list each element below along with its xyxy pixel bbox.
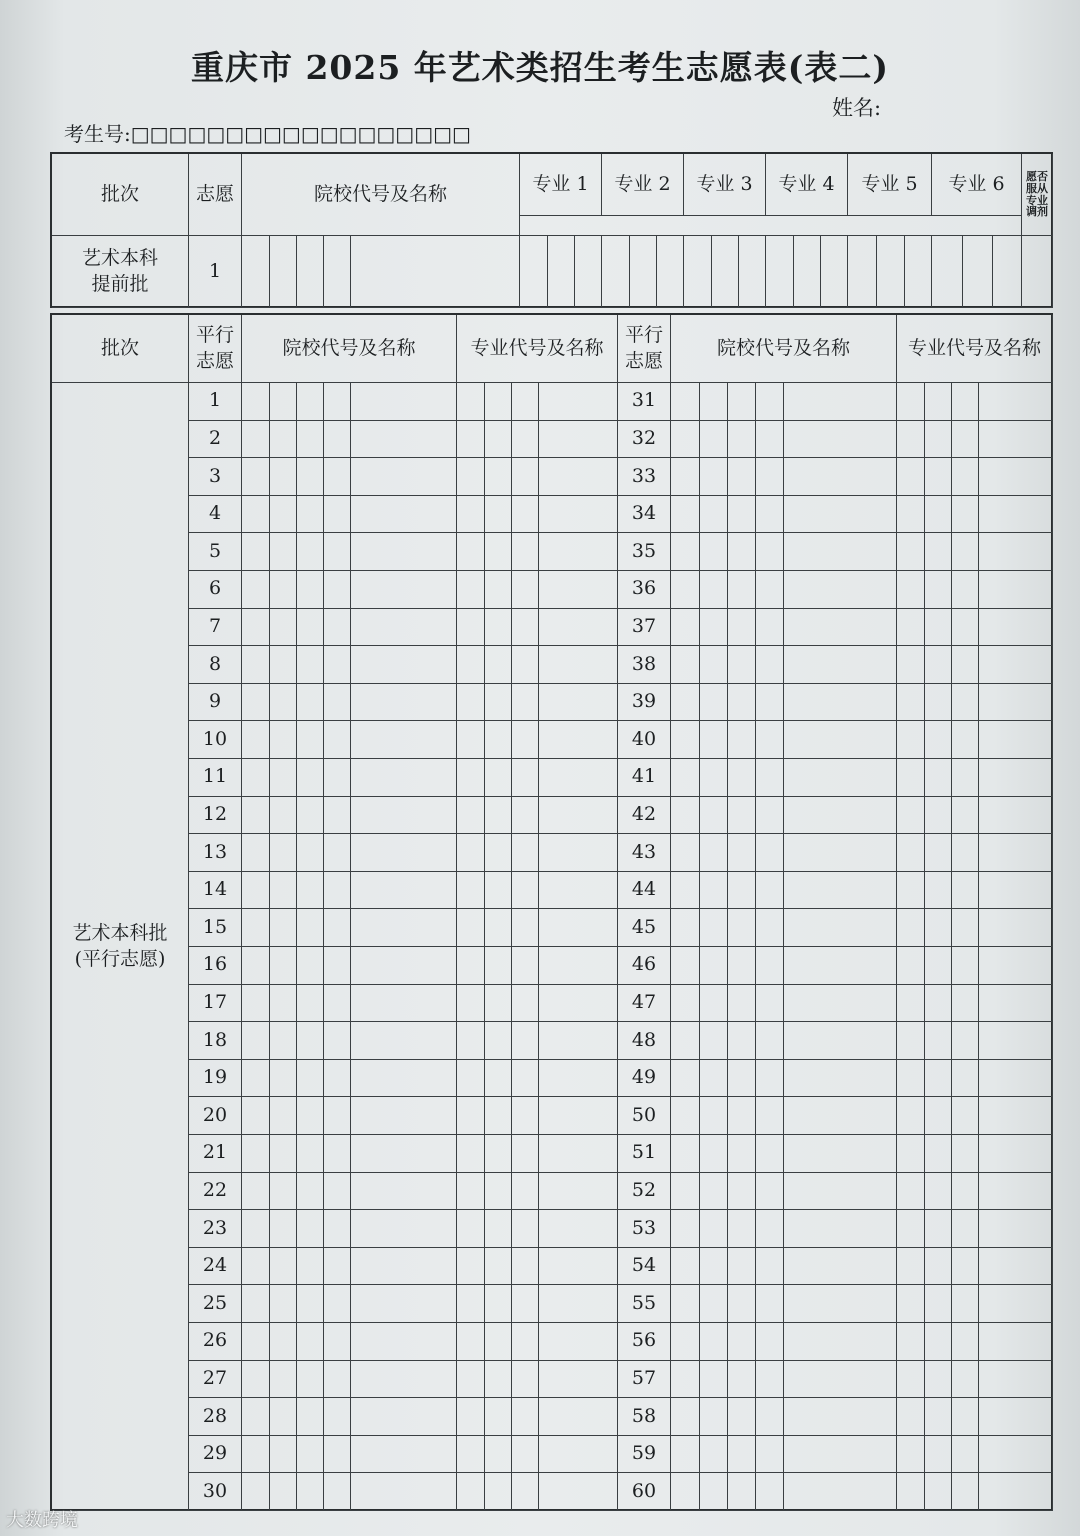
form-title: 重庆市 2025 年艺术类招生考生志愿表(表二) (190, 48, 890, 87)
examinee-number-boxes: □□□□□□□□□□□□□□□□□□ (130, 122, 471, 146)
major-input-right[interactable] (897, 684, 1053, 722)
school-input-left[interactable] (242, 571, 457, 609)
header-major-2: 专业 2 (602, 154, 684, 216)
school-input-left[interactable] (242, 421, 457, 459)
school-input-left[interactable] (242, 947, 457, 985)
school-input-right[interactable] (671, 1097, 897, 1135)
major-input-left[interactable] (457, 1323, 618, 1361)
top-batch-table (50, 152, 1053, 308)
school-input-right[interactable] (671, 909, 897, 947)
parallel-choice-number: 56 (618, 1323, 671, 1361)
early-batch-adjust-input[interactable] (1022, 236, 1053, 308)
parallel-choice-number: 32 (618, 421, 671, 459)
major-input-right[interactable] (897, 1097, 1053, 1135)
parallel-choice-number: 17 (189, 985, 242, 1023)
major-input-right[interactable] (897, 947, 1053, 985)
major-input-right[interactable] (897, 496, 1053, 534)
major-input-right[interactable] (897, 985, 1053, 1023)
parallel-choice-number: 38 (618, 646, 671, 684)
major-input-right[interactable] (897, 646, 1053, 684)
parallel-choice-number: 57 (618, 1361, 671, 1399)
parallel-choice-number: 14 (189, 872, 242, 910)
major-input-right[interactable] (897, 1361, 1053, 1399)
school-input-left[interactable] (242, 1436, 457, 1474)
school-input-left[interactable] (242, 1361, 457, 1399)
parallel-choice-number: 29 (189, 1436, 242, 1474)
school-input-left[interactable] (242, 1210, 457, 1248)
parallel-choice-number: 2 (189, 421, 242, 459)
major-input-left[interactable] (457, 646, 618, 684)
parallel-choice-number: 49 (618, 1060, 671, 1098)
school-input-left[interactable] (242, 834, 457, 872)
major-input-left[interactable] (457, 834, 618, 872)
early-batch-major-1-input[interactable] (520, 236, 602, 308)
school-input-right[interactable] (671, 1436, 897, 1474)
header-parallel-right: 平行志愿 (618, 315, 671, 383)
major-input-left[interactable] (457, 571, 618, 609)
parallel-choice-number: 53 (618, 1210, 671, 1248)
major-input-right[interactable] (897, 1173, 1053, 1211)
parallel-choice-number: 8 (189, 646, 242, 684)
school-input-right[interactable] (671, 1135, 897, 1173)
parallel-choice-number: 12 (189, 797, 242, 835)
major-input-right[interactable] (897, 759, 1053, 797)
school-input-right[interactable] (671, 684, 897, 722)
school-input-left[interactable] (242, 1285, 457, 1323)
school-input-left[interactable] (242, 533, 457, 571)
school-input-left[interactable] (242, 1323, 457, 1361)
parallel-choice-number: 39 (618, 684, 671, 722)
parallel-choice-number: 52 (618, 1173, 671, 1211)
major-input-left[interactable] (457, 1361, 618, 1399)
school-input-left[interactable] (242, 721, 457, 759)
school-input-right[interactable] (671, 496, 897, 534)
school-input-left[interactable] (242, 1473, 457, 1511)
parallel-choice-number: 30 (189, 1473, 242, 1511)
major-input-left[interactable] (457, 1022, 618, 1060)
parallel-choice-number: 27 (189, 1361, 242, 1399)
school-input-right[interactable] (671, 721, 897, 759)
school-input-right[interactable] (671, 1173, 897, 1211)
parallel-choice-number: 24 (189, 1248, 242, 1286)
header-school-right: 院校代号及名称 (671, 315, 897, 383)
parallel-choice-number: 60 (618, 1473, 671, 1511)
major-input-left[interactable] (457, 1398, 618, 1436)
school-input-left[interactable] (242, 646, 457, 684)
parallel-choice-number: 19 (189, 1060, 242, 1098)
school-input-right[interactable] (671, 1060, 897, 1098)
parallel-choice-number: 18 (189, 1022, 242, 1060)
parallel-choice-number: 11 (189, 759, 242, 797)
header-major-5: 专业 5 (848, 154, 932, 216)
school-input-right[interactable] (671, 646, 897, 684)
parallel-choice-number: 48 (618, 1022, 671, 1060)
major-input-right[interactable] (897, 533, 1053, 571)
parallel-choice-number: 50 (618, 1097, 671, 1135)
header-adjust: 愿否服从专业调剂 (1022, 154, 1053, 236)
watermark-logo: 大数跨境 (6, 1510, 78, 1531)
parallel-choice-number: 3 (189, 458, 242, 496)
parallel-choice-number: 26 (189, 1323, 242, 1361)
school-input-right[interactable] (671, 421, 897, 459)
school-input-right[interactable] (671, 458, 897, 496)
parallel-choice-number: 42 (618, 797, 671, 835)
school-input-right[interactable] (671, 533, 897, 571)
major-input-right[interactable] (897, 1248, 1053, 1286)
early-batch-major-2-input[interactable] (602, 236, 684, 308)
parallel-choice-number: 20 (189, 1097, 242, 1135)
parallel-choice-number: 6 (189, 571, 242, 609)
school-input-right[interactable] (671, 1473, 897, 1511)
major-input-left[interactable] (457, 1135, 618, 1173)
major-input-left[interactable] (457, 1097, 618, 1135)
school-input-left[interactable] (242, 909, 457, 947)
parallel-choice-number: 22 (189, 1173, 242, 1211)
parallel-choice-number: 15 (189, 909, 242, 947)
school-input-right[interactable] (671, 383, 897, 421)
parallel-batch-table (50, 313, 1053, 1511)
parallel-choice-number: 58 (618, 1398, 671, 1436)
major-input-right[interactable] (897, 872, 1053, 910)
major-input-left[interactable] (457, 759, 618, 797)
major-input-left[interactable] (457, 684, 618, 722)
parallel-choice-number: 37 (618, 609, 671, 647)
school-input-right[interactable] (671, 609, 897, 647)
school-input-left[interactable] (242, 1135, 457, 1173)
name-label: 姓名: (832, 96, 882, 120)
parallel-choice-number: 41 (618, 759, 671, 797)
major-input-right[interactable] (897, 383, 1053, 421)
parallel-choice-number: 4 (189, 496, 242, 534)
school-input-right[interactable] (671, 1361, 897, 1399)
school-input-left[interactable] (242, 1022, 457, 1060)
early-batch-school-input[interactable] (242, 236, 520, 308)
major-input-right[interactable] (897, 1210, 1053, 1248)
parallel-choice-number: 1 (189, 383, 242, 421)
school-input-left[interactable] (242, 985, 457, 1023)
parallel-choice-number: 54 (618, 1248, 671, 1286)
major-input-left[interactable] (457, 533, 618, 571)
header-major-6: 专业 6 (932, 154, 1022, 216)
parallel-choice-number: 28 (189, 1398, 242, 1436)
major-input-left[interactable] (457, 947, 618, 985)
school-input-left[interactable] (242, 872, 457, 910)
major-input-right[interactable] (897, 1285, 1053, 1323)
parallel-choice-number: 13 (189, 834, 242, 872)
parallel-choice-number: 5 (189, 533, 242, 571)
major-input-left[interactable] (457, 797, 618, 835)
school-input-left[interactable] (242, 1097, 457, 1135)
major-input-left[interactable] (457, 1060, 618, 1098)
major-input-right[interactable] (897, 1135, 1053, 1173)
parallel-choice-number: 45 (618, 909, 671, 947)
major-input-left[interactable] (457, 721, 618, 759)
parallel-choice-number: 9 (189, 684, 242, 722)
school-input-left[interactable] (242, 496, 457, 534)
major-input-right[interactable] (897, 721, 1053, 759)
school-input-right[interactable] (671, 1323, 897, 1361)
parallel-choice-number: 47 (618, 985, 671, 1023)
examinee-number (64, 118, 471, 147)
header-parallel-left: 平行志愿 (189, 315, 242, 383)
school-input-left[interactable] (242, 759, 457, 797)
parallel-choice-number: 23 (189, 1210, 242, 1248)
school-input-left[interactable] (242, 1248, 457, 1286)
school-input-right[interactable] (671, 1022, 897, 1060)
school-input-left[interactable] (242, 1398, 457, 1436)
parallel-choice-number: 31 (618, 383, 671, 421)
parallel-choice-number: 16 (189, 947, 242, 985)
school-input-right[interactable] (671, 985, 897, 1023)
school-input-right[interactable] (671, 1285, 897, 1323)
school-input-right[interactable] (671, 947, 897, 985)
parallel-batch-label: 艺术本科批(平行志愿) (52, 383, 189, 1511)
parallel-choice-number: 10 (189, 721, 242, 759)
major-input-right[interactable] (897, 909, 1053, 947)
examinee-label: 考生号: (64, 122, 131, 146)
school-input-left[interactable] (242, 1173, 457, 1211)
early-batch-major-5-input[interactable] (848, 236, 932, 308)
early-batch-major-4-input[interactable] (766, 236, 848, 308)
major-input-right[interactable] (897, 1323, 1053, 1361)
major-input-left[interactable] (457, 496, 618, 534)
early-batch-major-6-input[interactable] (932, 236, 1022, 308)
major-input-right[interactable] (897, 1473, 1053, 1511)
school-input-right[interactable] (671, 1398, 897, 1436)
school-input-right[interactable] (671, 1248, 897, 1286)
early-batch-major-3-input[interactable] (684, 236, 766, 308)
header-choice: 志愿 (189, 154, 242, 236)
parallel-choice-number: 59 (618, 1436, 671, 1474)
major-input-right[interactable] (897, 571, 1053, 609)
major-input-left[interactable] (457, 872, 618, 910)
parallel-choice-number: 36 (618, 571, 671, 609)
parallel-choice-number: 55 (618, 1285, 671, 1323)
major-input-right[interactable] (897, 1060, 1053, 1098)
school-input-right[interactable] (671, 759, 897, 797)
header-major-3: 专业 3 (684, 154, 766, 216)
school-input-left[interactable] (242, 609, 457, 647)
parallel-choice-number: 40 (618, 721, 671, 759)
header-school-left: 院校代号及名称 (242, 315, 457, 383)
header-major-left: 专业代号及名称 (457, 315, 618, 383)
major-input-right[interactable] (897, 797, 1053, 835)
parallel-choice-number: 51 (618, 1135, 671, 1173)
parallel-choice-number: 21 (189, 1135, 242, 1173)
school-input-right[interactable] (671, 872, 897, 910)
header-batch-2: 批次 (52, 315, 189, 383)
major-input-left[interactable] (457, 1473, 618, 1511)
header-major-1: 专业 1 (520, 154, 602, 216)
major-input-left[interactable] (457, 1173, 618, 1211)
major-input-right[interactable] (897, 1436, 1053, 1474)
parallel-choice-number: 33 (618, 458, 671, 496)
major-input-left[interactable] (457, 1436, 618, 1474)
early-batch-choice: 1 (189, 236, 242, 308)
parallel-choice-number: 34 (618, 496, 671, 534)
school-input-right[interactable] (671, 834, 897, 872)
major-input-right[interactable] (897, 609, 1053, 647)
major-input-left[interactable] (457, 985, 618, 1023)
school-input-right[interactable] (671, 571, 897, 609)
school-input-right[interactable] (671, 797, 897, 835)
school-input-right[interactable] (671, 1210, 897, 1248)
major-input-left[interactable] (457, 1210, 618, 1248)
header-major-4: 专业 4 (766, 154, 848, 216)
major-code-strip (520, 216, 1022, 236)
school-input-left[interactable] (242, 1060, 457, 1098)
school-input-left[interactable] (242, 684, 457, 722)
parallel-choice-number: 25 (189, 1285, 242, 1323)
major-input-right[interactable] (897, 458, 1053, 496)
parallel-choice-number: 46 (618, 947, 671, 985)
major-input-left[interactable] (457, 421, 618, 459)
major-input-left[interactable] (457, 1285, 618, 1323)
parallel-choice-number: 7 (189, 609, 242, 647)
header-major-right: 专业代号及名称 (897, 315, 1053, 383)
major-input-left[interactable] (457, 909, 618, 947)
header-school: 院校代号及名称 (242, 154, 520, 236)
early-batch-label: 艺术本科提前批 (52, 236, 189, 308)
major-input-left[interactable] (457, 458, 618, 496)
major-input-right[interactable] (897, 1398, 1053, 1436)
major-input-right[interactable] (897, 1022, 1053, 1060)
header-batch: 批次 (52, 154, 189, 236)
school-input-left[interactable] (242, 458, 457, 496)
parallel-choice-number: 43 (618, 834, 671, 872)
major-input-left[interactable] (457, 609, 618, 647)
school-input-left[interactable] (242, 797, 457, 835)
major-input-right[interactable] (897, 421, 1053, 459)
parallel-choice-number: 44 (618, 872, 671, 910)
school-input-left[interactable] (242, 383, 457, 421)
major-input-left[interactable] (457, 1248, 618, 1286)
major-input-right[interactable] (897, 834, 1053, 872)
major-input-left[interactable] (457, 383, 618, 421)
parallel-choice-number: 35 (618, 533, 671, 571)
